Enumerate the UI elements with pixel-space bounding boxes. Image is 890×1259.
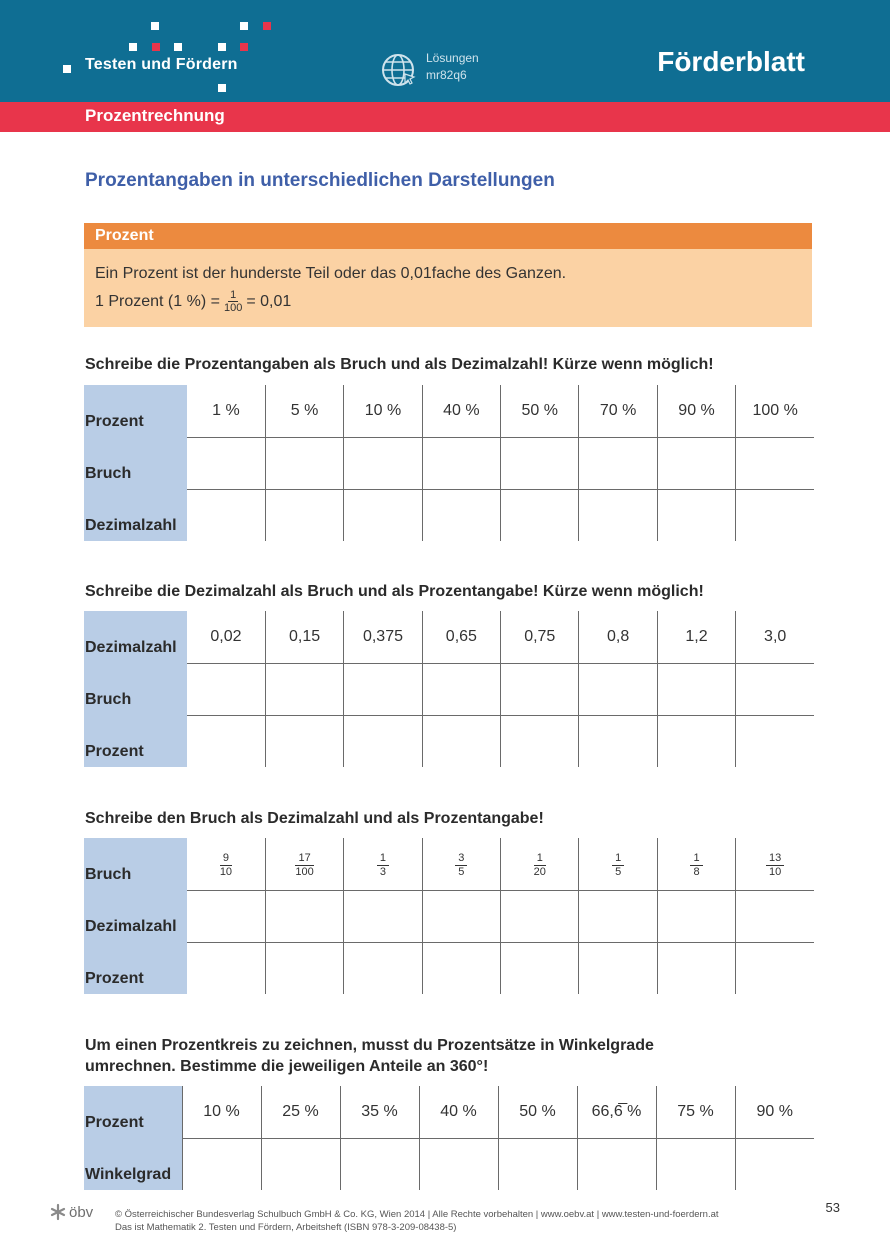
- answer-cell[interactable]: [657, 942, 735, 994]
- fraction-denominator: 10: [219, 866, 233, 879]
- table-row: [84, 942, 814, 994]
- answer-cell[interactable]: [501, 437, 579, 489]
- fraction-denominator: 8: [693, 866, 700, 879]
- table-row: [84, 385, 814, 437]
- fraction-denominator: 100: [295, 866, 314, 879]
- table-row: [84, 489, 814, 541]
- value-cell: 40 %: [422, 385, 500, 437]
- answer-cell[interactable]: [422, 942, 500, 994]
- answer-cell[interactable]: [422, 715, 500, 767]
- task-1-instruction: Schreibe die Prozentangaben als Bruch und als Dezimalzahl! Kürze wenn möglich!: [85, 356, 714, 373]
- page-number: 53: [825, 1200, 840, 1215]
- answer-cell[interactable]: [187, 890, 265, 942]
- answer-cell[interactable]: [736, 942, 814, 994]
- answer-cell[interactable]: [344, 489, 422, 541]
- answer-cell[interactable]: [344, 890, 422, 942]
- value-cell: 100 %: [736, 385, 814, 437]
- logo-square: [218, 43, 226, 51]
- row-label: Prozent: [84, 385, 187, 437]
- formula-prefix: 1 Prozent (1 %) =: [95, 292, 220, 310]
- answer-cell[interactable]: [577, 1138, 656, 1190]
- answer-cell[interactable]: [736, 890, 814, 942]
- topic-label: Prozentrechnung: [85, 106, 225, 125]
- task-4-instruction-line: umrechnen. Bestimme die jeweiligen Anteile an 360°!: [85, 1058, 489, 1075]
- value-cell: 0,375: [344, 611, 422, 663]
- task-3-table: [84, 838, 814, 994]
- answer-cell[interactable]: [344, 437, 422, 489]
- formula-suffix: = 0,01: [246, 292, 292, 310]
- answer-cell[interactable]: [344, 663, 422, 715]
- answer-cell[interactable]: [736, 663, 814, 715]
- row-label: Bruch: [84, 437, 187, 489]
- fraction-denominator: 5: [615, 866, 622, 879]
- value-cell: 40 %: [419, 1086, 498, 1138]
- fraction-cell: [736, 838, 814, 890]
- answer-cell[interactable]: [344, 942, 422, 994]
- answer-cell[interactable]: [265, 890, 343, 942]
- copyright-line: © Österreichischer Bundesverlag Schulbuch GmbH & Co. KG, Wien 2014 | Alle Rechte vorbehalten | www.oebv.at | www.testen-und-foerdern.at: [115, 1209, 719, 1220]
- answer-cell[interactable]: [419, 1138, 498, 1190]
- fraction-cell: [422, 838, 500, 890]
- answer-cell[interactable]: [657, 489, 735, 541]
- fraction-denominator: 5: [458, 866, 465, 879]
- logo-square: [174, 43, 182, 51]
- fraction: [295, 852, 313, 879]
- header-bar: [0, 0, 890, 104]
- table-row: [84, 611, 814, 663]
- fraction: [612, 852, 624, 879]
- answer-cell[interactable]: [579, 437, 657, 489]
- fraction-numerator: 1: [690, 852, 702, 866]
- answer-cell[interactable]: [579, 489, 657, 541]
- answer-cell[interactable]: [501, 890, 579, 942]
- answer-cell[interactable]: [656, 1138, 735, 1190]
- table-row: [84, 838, 814, 890]
- value-cell: 0,75: [501, 611, 579, 663]
- value-cell: 10 %: [344, 385, 422, 437]
- fraction-numerator: 17: [295, 852, 313, 866]
- fraction-cell: [579, 838, 657, 890]
- answer-cell[interactable]: [265, 437, 343, 489]
- answer-cell[interactable]: [501, 942, 579, 994]
- answer-cell[interactable]: [261, 1138, 340, 1190]
- fraction: [377, 852, 389, 879]
- logo-square: [240, 22, 248, 30]
- task-3-instruction: Schreibe den Bruch als Dezimalzahl und als Prozentangabe!: [85, 810, 544, 827]
- answer-cell[interactable]: [579, 942, 657, 994]
- logo-square: [152, 43, 160, 51]
- row-label: Bruch: [84, 838, 187, 890]
- table-row: [84, 890, 814, 942]
- answer-cell[interactable]: [344, 715, 422, 767]
- fraction-cell: [187, 838, 265, 890]
- answer-cell[interactable]: [736, 715, 814, 767]
- value-cell: 0,65: [422, 611, 500, 663]
- fraction: [220, 852, 232, 879]
- answer-cell[interactable]: [579, 715, 657, 767]
- fraction-cell: [265, 838, 343, 890]
- fraction-cell: [657, 838, 735, 890]
- fraction-denominator: 3: [379, 866, 387, 879]
- value-cell: 75 %: [656, 1086, 735, 1138]
- definition-box-title: Prozent: [84, 223, 812, 249]
- row-label: Dezimalzahl: [84, 611, 187, 663]
- value-cell: 50 %: [501, 385, 579, 437]
- row-label: Dezimalzahl: [84, 890, 187, 942]
- value-cell: 0,8: [579, 611, 657, 663]
- answer-cell[interactable]: [736, 489, 814, 541]
- copyright-text: [115, 1208, 719, 1234]
- logo-square: [263, 22, 271, 30]
- task-2-instruction: Schreibe die Dezimalzahl als Bruch und als Prozentangabe! Kürze wenn möglich!: [85, 583, 704, 600]
- answer-cell[interactable]: [579, 663, 657, 715]
- definition-text: Ein Prozent ist der hunderste Teil oder das 0,01fache des Ganzen.: [95, 265, 567, 282]
- fraction-numerator: 1: [230, 289, 237, 301]
- formula-fraction: [224, 289, 242, 314]
- answer-cell[interactable]: [265, 489, 343, 541]
- table-row: [84, 715, 814, 767]
- row-label: Prozent: [84, 942, 187, 994]
- brand-name: Testen und Fördern: [85, 56, 238, 73]
- page-title: Prozentangaben in unterschiedlichen Darstellungen: [85, 170, 555, 191]
- doc-type-title: Förderblatt: [657, 46, 805, 77]
- task-1-table: [84, 385, 814, 541]
- fraction-cell: [501, 838, 579, 890]
- answer-cell[interactable]: [422, 437, 500, 489]
- answer-cell[interactable]: [265, 663, 343, 715]
- fraction-numerator: 13: [766, 852, 784, 866]
- value-cell: 66,6̅ %: [577, 1086, 656, 1138]
- table-row: [84, 1086, 814, 1138]
- row-label: Prozent: [84, 715, 187, 767]
- task-2-table: [84, 611, 814, 767]
- fraction-numerator: 1: [534, 852, 546, 866]
- answer-cell[interactable]: [187, 663, 265, 715]
- answer-cell[interactable]: [735, 1138, 814, 1190]
- value-cell: 35 %: [340, 1086, 419, 1138]
- fraction-denominator: 20: [533, 866, 546, 879]
- value-cell: 90 %: [735, 1086, 814, 1138]
- value-cell: 5 %: [265, 385, 343, 437]
- definition-formula: [95, 289, 291, 314]
- fraction: [766, 852, 784, 879]
- solutions-label[interactable]: Lösungen: [426, 51, 479, 65]
- fraction-numerator: 1: [612, 852, 624, 866]
- answer-cell[interactable]: [657, 890, 735, 942]
- fraction-numerator: 1: [377, 852, 389, 866]
- answer-cell[interactable]: [187, 489, 265, 541]
- row-label: Bruch: [84, 663, 187, 715]
- task-4-instruction: [85, 1035, 654, 1077]
- row-label: Dezimalzahl: [84, 489, 187, 541]
- answer-cell[interactable]: [422, 890, 500, 942]
- answer-cell[interactable]: [579, 890, 657, 942]
- answer-cell[interactable]: [187, 715, 265, 767]
- task-4-table: [84, 1086, 814, 1190]
- fraction-denominator: 100: [223, 302, 243, 314]
- answer-cell[interactable]: [501, 715, 579, 767]
- answer-cell[interactable]: [265, 942, 343, 994]
- logo-square: [129, 43, 137, 51]
- logo-square: [218, 84, 226, 92]
- task-4-instruction-line: Um einen Prozentkreis zu zeichnen, musst du Prozentsätze in Winkelgrade: [85, 1037, 654, 1054]
- fraction: [455, 852, 467, 879]
- globe-icon[interactable]: [381, 52, 417, 88]
- publisher-logo: [50, 1202, 106, 1222]
- row-label: Prozent: [84, 1086, 182, 1138]
- fraction-denominator: 10: [769, 866, 782, 879]
- value-cell: 10 %: [182, 1086, 261, 1138]
- logo-square: [63, 65, 71, 73]
- solutions-code[interactable]: mr82q6: [426, 68, 467, 82]
- value-cell: 90 %: [657, 385, 735, 437]
- answer-cell[interactable]: [657, 715, 735, 767]
- value-cell: 25 %: [261, 1086, 340, 1138]
- answer-cell[interactable]: [187, 437, 265, 489]
- row-label: Winkelgrad: [84, 1138, 182, 1190]
- fraction-numerator: 9: [220, 852, 232, 866]
- logo-square: [240, 43, 248, 51]
- value-cell: 50 %: [498, 1086, 577, 1138]
- value-cell: 0,15: [265, 611, 343, 663]
- copyright-line: Das ist Mathematik 2. Testen und Fördern, Arbeitsheft (ISBN 978-3-209-08438-5): [115, 1222, 457, 1233]
- table-row: [84, 663, 814, 715]
- answer-cell[interactable]: [340, 1138, 419, 1190]
- value-cell: 3,0: [736, 611, 814, 663]
- answer-cell[interactable]: [657, 437, 735, 489]
- answer-cell[interactable]: [501, 489, 579, 541]
- fraction-cell: [344, 838, 422, 890]
- answer-cell[interactable]: [422, 489, 500, 541]
- value-cell: 70 %: [579, 385, 657, 437]
- answer-cell[interactable]: [422, 663, 500, 715]
- publisher-logo-text: öbv: [69, 1204, 94, 1221]
- answer-cell[interactable]: [498, 1138, 577, 1190]
- table-row: [84, 437, 814, 489]
- value-cell: 0,02: [187, 611, 265, 663]
- fraction-numerator: 3: [455, 852, 467, 866]
- value-cell: 1 %: [187, 385, 265, 437]
- answer-cell[interactable]: [187, 942, 265, 994]
- value-cell: 1,2: [657, 611, 735, 663]
- answer-cell[interactable]: [736, 437, 814, 489]
- answer-cell[interactable]: [265, 715, 343, 767]
- answer-cell[interactable]: [657, 663, 735, 715]
- answer-cell[interactable]: [182, 1138, 261, 1190]
- fraction: [690, 852, 702, 879]
- logo-square: [151, 22, 159, 30]
- fraction: [534, 852, 546, 879]
- answer-cell[interactable]: [501, 663, 579, 715]
- table-row: [84, 1138, 814, 1190]
- definition-box: [84, 223, 812, 327]
